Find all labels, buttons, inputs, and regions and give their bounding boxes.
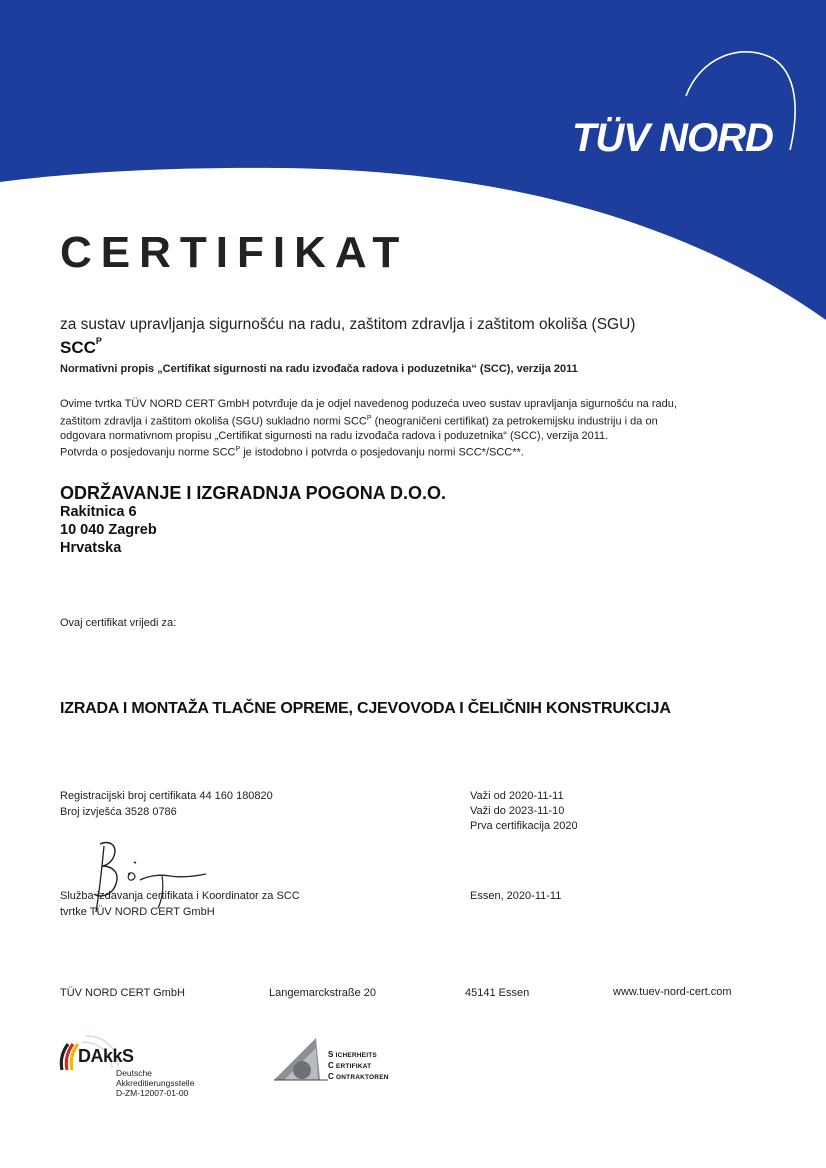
holder-street: Rakitnica 6 xyxy=(60,504,137,520)
first-certification: Prva certifikacija 2020 xyxy=(470,820,578,832)
dakks-logo xyxy=(56,1030,226,1102)
standard-superscript: P xyxy=(95,336,102,347)
valid-from: Važi od 2020-11-11 xyxy=(470,790,564,802)
signature-line-1: Služba izdavanja certifikata i Koordinator za SCC xyxy=(60,890,300,902)
superscript: P xyxy=(366,414,372,422)
scc-logo-line-3: C ONTRAKTOREN xyxy=(328,1072,389,1081)
footer-website[interactable]: www.tuev-nord-cert.com xyxy=(613,986,732,998)
normative-reference: Normativni propis „Certifikat sigurnosti na radu izvođača radova i poduzetnika“ (SCC), verzija 2011 xyxy=(60,363,578,375)
footer-company: TÜV NORD CERT GmbH xyxy=(60,987,185,999)
scc-logo-initial: C xyxy=(328,1061,334,1070)
statement-line: Potvrda o posjedovanju norme $SCC^P$ je istodobno i potvrda o posjedovanju normi SCC*/SCC**. xyxy=(60,446,524,459)
dakks-line-1: Deutsche xyxy=(116,1068,152,1078)
scope-text: IZRADA I MONTAŽA TLAČNE OPREME, CJEVOVODA I ČELIČNIH KONSTRUKCIJA xyxy=(60,700,671,717)
footer-city: 45141 Essen xyxy=(465,987,530,999)
brand-logo: TÜV NORD xyxy=(572,116,773,160)
standard-name xyxy=(60,338,102,358)
scc-logo xyxy=(272,1034,422,1084)
scc-emblem-icon xyxy=(272,1034,328,1084)
certificate-subject: za sustav upravljanja sigurnošću na radu, zaštitom zdravlja i zaštitom okoliša (SGU) xyxy=(60,316,636,333)
scope-label: Ovaj certifikat vrijedi za: xyxy=(60,617,177,629)
report-number: Broj izvješća 3528 0786 xyxy=(60,806,177,818)
statement-line: Ovime tvrtka TÜV NORD CERT GmbH potvrđuje da je odjel navedenog poduzeća uveo sustav upravljanja sigurnošću na radu, xyxy=(60,398,677,410)
certificate-statement xyxy=(60,397,760,460)
scc-logo-initial: C xyxy=(328,1072,334,1081)
scc-logo-line-2: C ERTIFIKAT xyxy=(328,1061,372,1070)
dakks-line-2: Akkreditierungsstelle xyxy=(116,1078,195,1088)
scc-logo-line-1: S ICHERHEITS xyxy=(328,1050,377,1059)
place-date: Essen, 2020-11-11 xyxy=(470,890,562,902)
dakks-id: D-ZM-12007-01-00 xyxy=(116,1088,189,1098)
registration-number: Registracijski broj certifikata 44 160 180820 xyxy=(60,790,273,802)
signature-line-2: tvrtke TÜV NORD CERT GmbH xyxy=(60,906,215,918)
statement-line: odgovara normativnom propisu „Certifikat sigurnosti na radu izvođača radova i poduzetnika“ (SCC), verzija 2011. xyxy=(60,429,609,442)
certificate-title: CERTIFIKAT xyxy=(60,228,409,277)
standard-text: SCC xyxy=(60,338,96,357)
superscript: P xyxy=(235,446,241,454)
dakks-name: DAkkS xyxy=(78,1046,134,1066)
holder-country: Hrvatska xyxy=(60,540,122,556)
footer-street: Langemarckstraße 20 xyxy=(269,987,376,999)
valid-to: Važi do 2023-11-10 xyxy=(470,805,565,817)
holder-company: ODRŽAVANJE I IZGRADNJA POGONA D.O.O. xyxy=(60,483,447,503)
holder-city: 10 040 Zagreb xyxy=(60,522,157,538)
scc-logo-initial: S xyxy=(328,1050,334,1059)
statement-line: zaštitom zdravlja i zaštitom okoliša (SGU) sukladno normi $SCC^P$ (neograničeni certifikat) za petrokemijsku industriju i da on xyxy=(60,414,658,428)
